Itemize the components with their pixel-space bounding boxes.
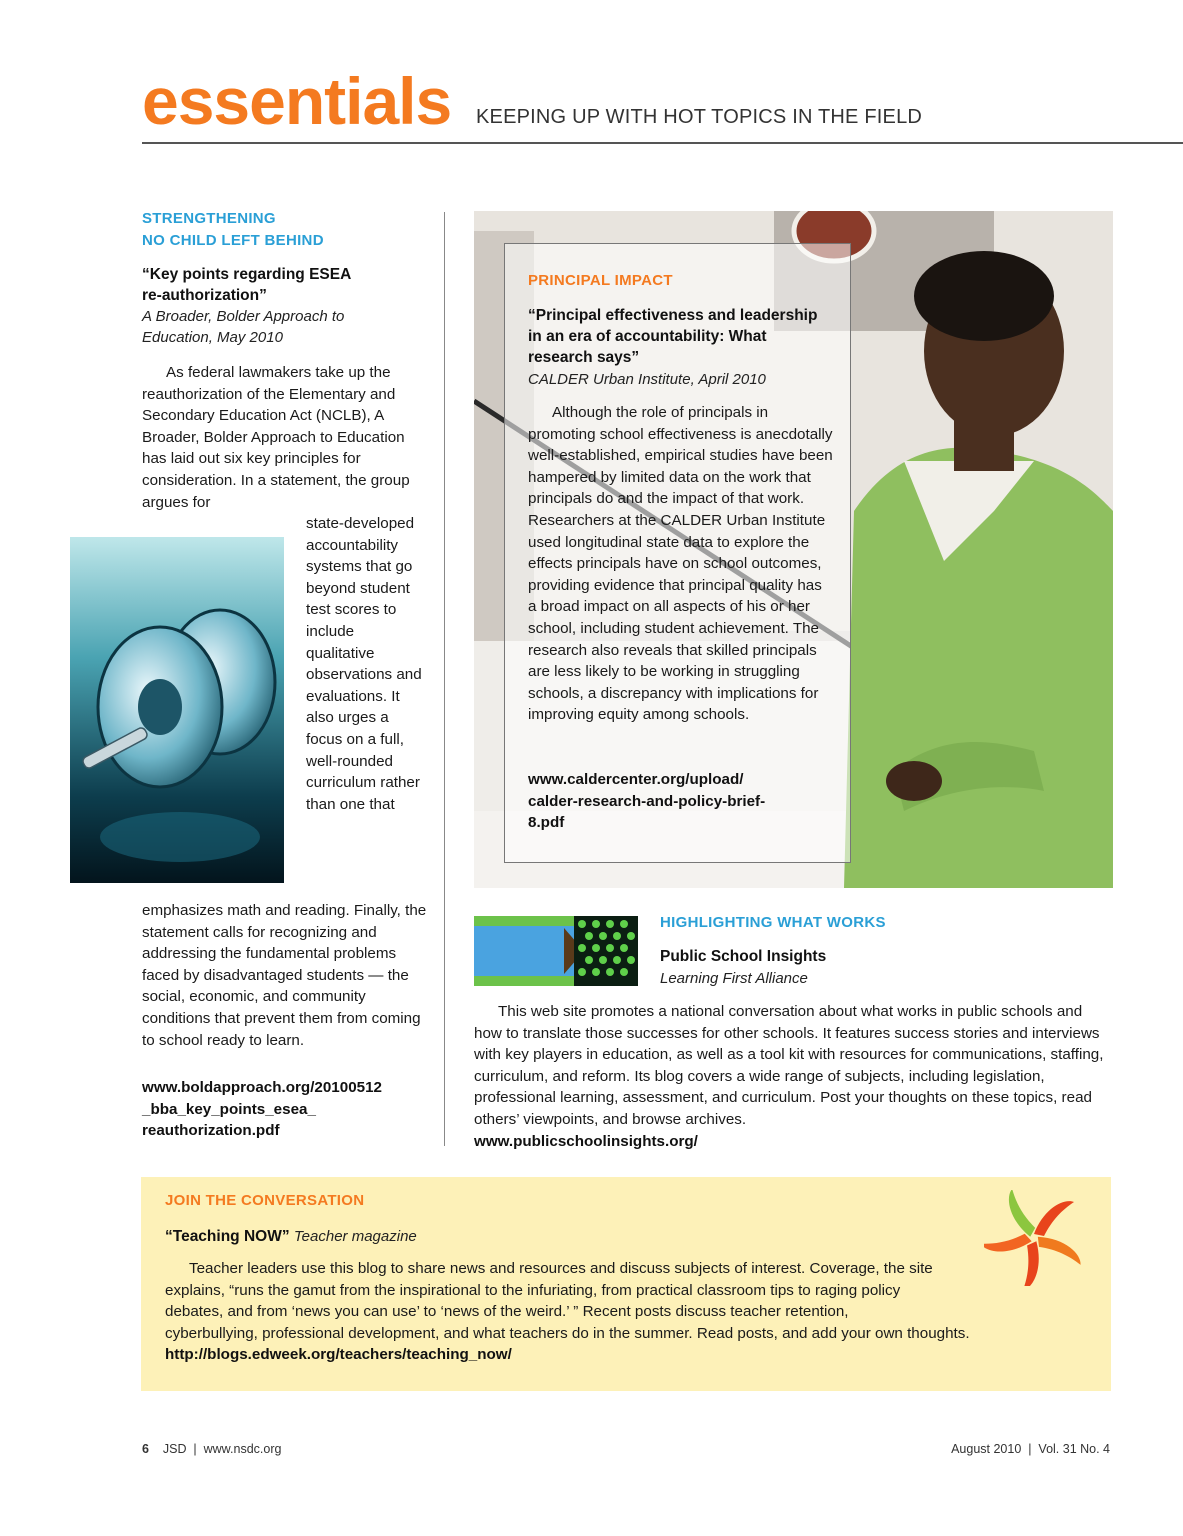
pinwheel-icon <box>984 1190 1084 1286</box>
column-divider <box>444 212 445 1146</box>
footer-website-link[interactable]: www.nsdc.org <box>203 1442 282 1456</box>
header-divider <box>142 142 1183 144</box>
issue-date: August 2010 <box>951 1442 1022 1456</box>
join-link[interactable]: http://blogs.edweek.org/teachers/teaching_now/ <box>165 1346 512 1363</box>
left-article-body-bottom: emphasizes math and reading. Finally, the statement calls for recognizing and addressing the fundamental problems faced by disadvantaged students — the social, economic, and community conditions that prevent them from coming to school ready to learn. <box>142 902 427 1049</box>
kicker-line: NO CHILD LEFT BEHIND <box>142 232 324 249</box>
footer-right: August 2010 | Vol. 31 No. 4 <box>951 1442 1110 1456</box>
join-title: “Teaching NOW” <box>165 1228 290 1245</box>
kicker-line: STRENGTHENING <box>142 210 276 227</box>
highlighting-kicker: HIGHLIGHTING WHAT WORKS <box>660 914 886 931</box>
headline-line: in an era of accountability: What <box>528 328 767 345</box>
section-title: essentials <box>142 64 452 138</box>
principal-impact-headline <box>528 305 834 368</box>
source-line: A Broader, Bolder Approach to <box>142 308 345 325</box>
highlighting-headline: Public School Insights <box>660 948 827 965</box>
left-article-link[interactable] <box>142 1077 432 1142</box>
highlighting-body-text: This web site promotes a national conversation about what works in public schools and how to translate those successes for other schools. It features success stories and interviews with key players in education, as well as a tool kit with resources for communications, staffing, curriculum, and reform. Its blog covers a wide range of subjects, including legislation, professional learning, assessment, and curriculum. Post your thoughts on these topics, read others’ viewpoints, and browse archives. <box>474 1003 1104 1128</box>
section-subtitle: KEEPING UP WITH HOT TOPICS IN THE FIELD <box>476 106 923 128</box>
issue-volume: Vol. 31 No. 4 <box>1038 1442 1110 1456</box>
highlighting-body <box>474 1001 1110 1152</box>
join-headline <box>165 1226 417 1247</box>
principal-impact-source: CALDER Urban Institute, April 2010 <box>528 371 766 388</box>
headline-line: “Key points regarding ESEA <box>142 266 352 283</box>
link-line[interactable]: calder-research-and-policy-brief- <box>528 792 766 810</box>
dumbbell-photo <box>70 537 284 883</box>
principal-impact-kicker: PRINCIPAL IMPACT <box>528 272 673 289</box>
headline-line: “Principal effectiveness and leadership <box>528 307 818 324</box>
page-number: 6 <box>142 1442 149 1456</box>
left-article-headline <box>142 264 432 306</box>
link-line[interactable]: _bba_key_points_esea_ <box>142 1100 316 1118</box>
link-line[interactable]: 8.pdf <box>528 814 565 832</box>
principal-impact-link[interactable] <box>528 769 834 834</box>
join-body-continued: cyberbullying, professional development, and what teachers do in the summer. Read posts, and add your own thoughts. <box>165 1325 970 1342</box>
left-article-body-top: As federal lawmakers take up the reauthorization of the Elementary and Secondary Education Act (NCLB), A Broader, Bolder Approach to Education has laid out six key principles for consideration. In a statement, the group argues for <box>142 364 410 511</box>
highlighting-link[interactable]: www.publicschoolinsights.org/ <box>474 1132 698 1150</box>
join-source: Teacher magazine <box>293 1228 417 1245</box>
publication-name: JSD <box>162 1442 187 1456</box>
public-school-insights-graphic <box>474 916 638 986</box>
join-kicker: JOIN THE CONVERSATION <box>165 1192 365 1209</box>
left-article-body-wrap: state-developed accountability systems that go beyond student test scores to include qualitative observations and evaluations. It also urges a focus on a full, well-rounded curriculum rather than one that <box>306 515 422 813</box>
link-line[interactable]: www.caldercenter.org/upload/ <box>528 771 744 788</box>
source-line: Education, May 2010 <box>142 329 283 346</box>
headline-line: research says” <box>528 349 640 366</box>
highlighting-source: Learning First Alliance <box>660 970 808 987</box>
link-line[interactable]: www.boldapproach.org/20100512 <box>142 1079 382 1096</box>
left-article-source <box>142 306 432 348</box>
footer-left: 6 JSD | www.nsdc.org <box>142 1442 282 1456</box>
join-body: Teacher leaders use this blog to share news and resources and discuss subjects of interest. Coverage, the site explains, “runs the gamut from the inspirational to the infuriating, from practical classroom tips to raging policy debates, and from ‘news you can use’ to ‘news of the weird.’ ” Recent posts discuss teacher retention, <box>165 1260 933 1321</box>
link-line[interactable]: reauthorization.pdf <box>142 1122 280 1140</box>
headline-line: re-authorization” <box>142 287 267 304</box>
principal-impact-body: Although the role of principals in promoting school effectiveness is anecdotally well-established, empirical studies have been hampered by limited data on the work that principals do and the impact of that work. Researchers at the CALDER Urban Institute used longitudinal state data to explore the effects principals have on school outcomes, providing evidence that principal quality has a broad impact on all aspects of his or her school, including student achievement. The research also reveals that skilled principals are less likely to be working in struggling schools, a discrepancy with implications for improving equity among schools. <box>528 404 833 724</box>
left-article-kicker <box>142 208 432 252</box>
